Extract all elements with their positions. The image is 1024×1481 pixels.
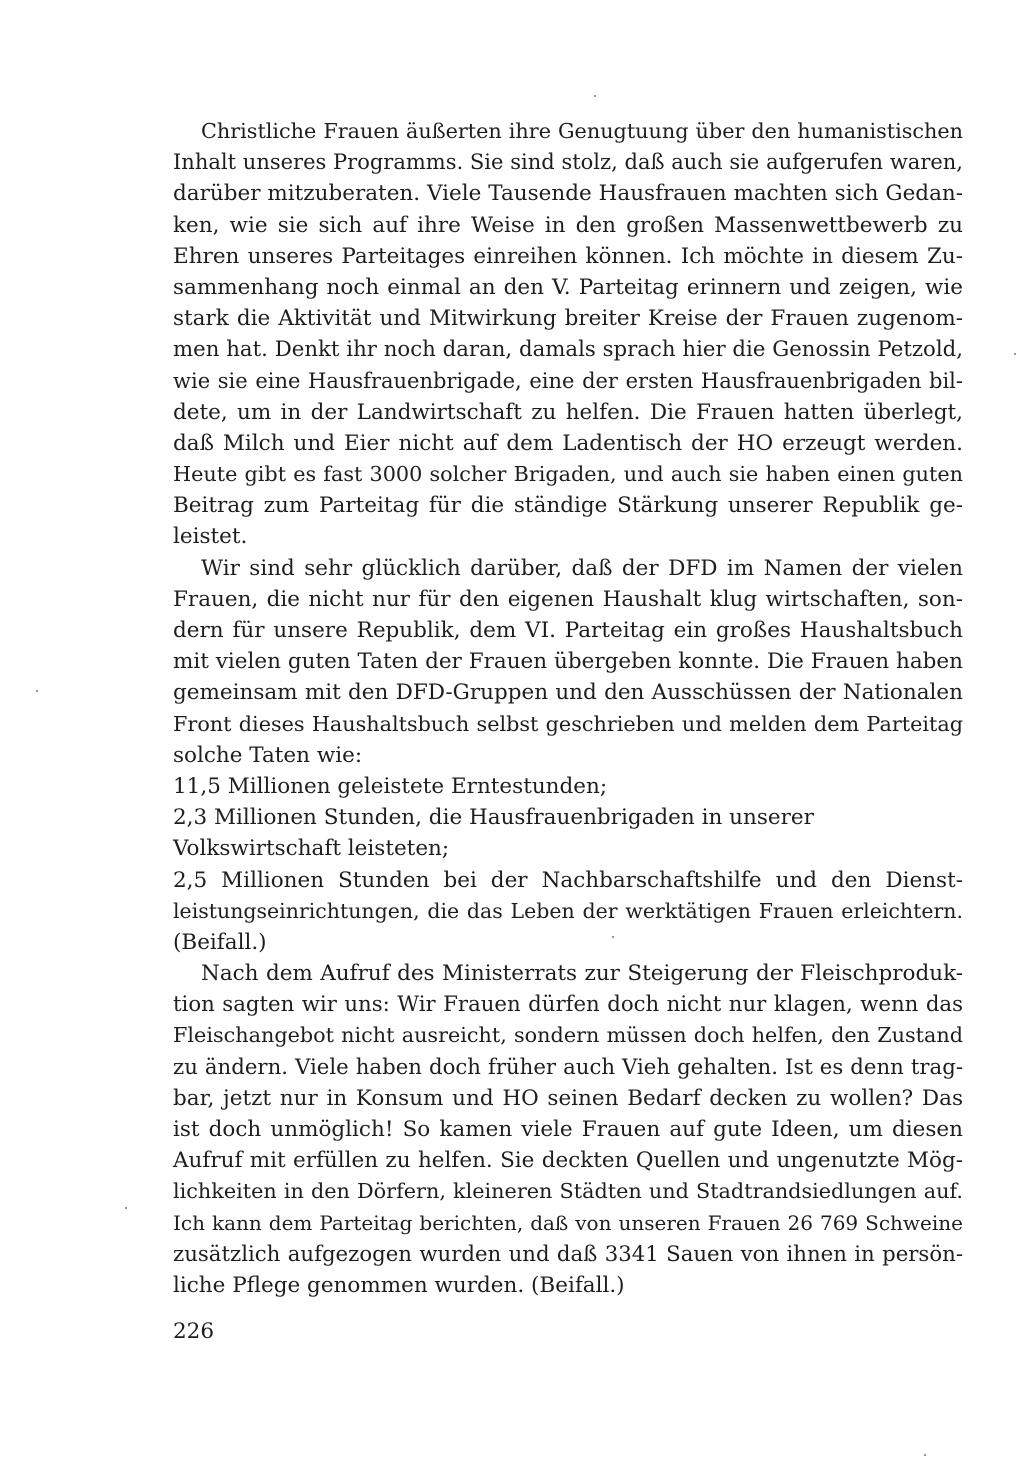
text-line: Frauen, die nicht nur für den eigenen Haushalt klug wirtschaften, son-: [173, 586, 963, 612]
text-line: tion sagten wir uns: Wir Frauen dürfen doch nicht nur klagen, wenn das: [173, 992, 963, 1018]
text-line: Ehren unseres Parteitages einreihen können. Ich möchte in diesem Zu-: [173, 243, 963, 269]
text-line: gemeinsam mit den DFD-Gruppen und den Ausschüssen der Nationalen: [173, 680, 963, 706]
paragraph: [173, 116, 963, 553]
text-line: dete, um in der Landwirtschaft zu helfen. Die Frauen hatten überlegt,: [173, 399, 963, 425]
scan-speck: [612, 936, 614, 938]
text-line: Beitrag zum Parteitag für die ständige Stärkung unserer Republik ge-: [173, 493, 963, 519]
text-line: Christliche Frauen äußerten ihre Genugtuung über den humanistischen: [201, 119, 963, 143]
text-line: Inhalt unseres Programms. Sie sind stolz, daß auch sie aufgerufen waren,: [173, 150, 963, 175]
text-line: men hat. Denkt ihr noch daran, damals sprach hier die Genossin Petzold,: [173, 337, 963, 363]
text-line: (Beifall.): [173, 929, 267, 955]
text-line: ken, wie sie sich auf ihre Weise in den großen Massenwettbewerb zu: [173, 212, 963, 238]
text-line: 11,5 Millionen geleistete Erntestunden;: [173, 773, 608, 799]
text-line: lichkeiten in den Dörfern, kleineren Städten und Stadtrandsiedlungen auf.: [173, 1179, 963, 1204]
text-line: daß Milch und Eier nicht auf dem Ladentisch der HO erzeugt werden.: [173, 430, 963, 456]
text-line: Front dieses Haushaltsbuch selbst geschrieben und melden dem Parteitag: [173, 711, 963, 736]
text-line: 2,3 Millionen Stunden, die Hausfrauenbrigaden in unserer: [173, 805, 814, 831]
scan-speck: [36, 690, 38, 692]
scan-speck: [924, 1454, 926, 1456]
text-line: Wir sind sehr glücklich darüber, daß der DFD im Namen der vielen: [201, 555, 963, 581]
paragraph: [173, 553, 963, 771]
body-text: [173, 116, 963, 1301]
text-line: Volkswirtschaft leisteten;: [173, 836, 450, 862]
scan-speck: [125, 1207, 127, 1209]
text-line: 2,5 Millionen Stunden bei der Nachbarschaftshilfe und den Dienst-: [173, 867, 963, 893]
text-line: wie sie eine Hausfrauenbrigade, eine der ersten Hausfrauenbrigaden bil-: [173, 368, 963, 393]
text-line: Fleischangebot nicht ausreicht, sondern müssen doch helfen, den Zustand: [173, 1023, 963, 1048]
text-line: Ich kann dem Parteitag berichten, daß von unseren Frauen 26 769 Schweine: [173, 1210, 963, 1235]
paragraph: [173, 771, 963, 802]
text-line: sammenhang noch einmal an den V. Parteitag erinnern und zeigen, wie: [173, 274, 963, 300]
text-line: leistungseinrichtungen, die das Leben der werktätigen Frauen erleichtern.: [173, 898, 963, 923]
paragraph: [173, 802, 963, 864]
text-line: Heute gibt es fast 3000 solcher Brigaden, und auch sie haben einen guten: [173, 462, 963, 487]
page-number: 226: [173, 1319, 215, 1344]
text-line: zu ändern. Viele haben doch früher auch Vieh gehalten. Ist es denn trag-: [173, 1054, 963, 1080]
text-line: bar, jetzt nur in Konsum und HO seinen Bedarf decken zu wollen? Das: [173, 1085, 963, 1111]
scan-speck: [594, 95, 596, 97]
text-line: zusätzlich aufgezogen wurden und daß 3341 Sauen von ihnen in persön-: [173, 1241, 963, 1267]
text-line: liche Pflege genommen wurden. (Beifall.): [173, 1272, 625, 1298]
scan-speck: [1014, 353, 1016, 355]
text-line: darüber mitzuberaten. Viele Tausende Hausfrauen machten sich Gedan-: [173, 181, 963, 207]
paragraph: [173, 865, 963, 959]
paragraph: [173, 958, 963, 1301]
text-line: Aufruf mit erfüllen zu helfen. Sie deckten Quellen und ungenutzte Mög-: [173, 1148, 963, 1174]
text-line: mit vielen guten Taten der Frauen übergeben konnte. Die Frauen haben: [173, 649, 963, 675]
text-line: ist doch unmöglich! So kamen viele Frauen auf gute Ideen, um diesen: [173, 1117, 963, 1142]
text-line: solche Taten wie:: [173, 742, 363, 768]
text-line: leistet.: [173, 524, 248, 550]
text-line: Nach dem Aufruf des Ministerrats zur Steigerung der Fleischproduk-: [201, 961, 963, 987]
text-line: dern für unsere Republik, dem VI. Parteitag ein großes Haushaltsbuch: [173, 618, 963, 643]
text-line: stark die Aktivität und Mitwirkung breiter Kreise der Frauen zugenom-: [173, 306, 963, 332]
